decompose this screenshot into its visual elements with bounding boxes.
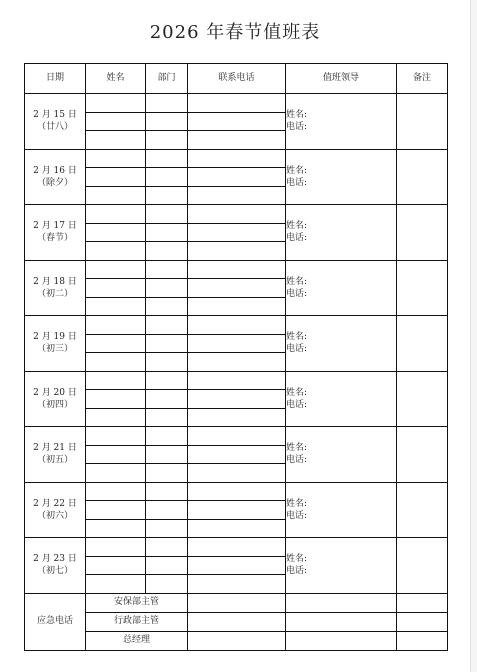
department-cell[interactable] [146, 371, 188, 390]
phone-cell[interactable] [188, 575, 286, 594]
leader-name-label: 姓名: [286, 110, 308, 121]
name-cell[interactable] [86, 445, 146, 464]
table-row [25, 260, 448, 279]
phone-cell[interactable] [188, 131, 286, 150]
lunar-date-text: （初四） [36, 399, 73, 410]
phone-cell[interactable] [188, 408, 286, 427]
duty-leader-cell[interactable] [286, 94, 397, 150]
lunar-date-text: （初二） [36, 288, 73, 299]
header-name: 姓名 [86, 64, 146, 94]
phone-cell[interactable] [188, 94, 286, 113]
table-row [25, 371, 448, 390]
date-text: 2 月 20 日 [33, 387, 77, 398]
remarks-cell[interactable] [397, 427, 448, 483]
duty-leader-cell[interactable] [286, 427, 397, 483]
department-cell[interactable] [146, 427, 188, 446]
duty-table-body [25, 94, 448, 651]
emergency-remarks-cell[interactable] [397, 631, 448, 650]
department-cell[interactable] [146, 334, 188, 353]
name-cell[interactable] [86, 186, 146, 205]
duty-leader-cell[interactable] [286, 482, 397, 538]
phone-cell[interactable] [188, 556, 286, 575]
department-cell[interactable] [146, 390, 188, 409]
phone-cell[interactable] [188, 223, 286, 242]
lunar-date-text: （初七） [36, 566, 73, 577]
name-cell[interactable] [86, 390, 146, 409]
phone-cell[interactable] [188, 390, 286, 409]
department-cell[interactable] [146, 316, 188, 335]
name-cell[interactable] [86, 168, 146, 187]
department-cell[interactable] [146, 149, 188, 168]
leader-name-label: 姓名: [286, 332, 308, 343]
duty-table [24, 63, 448, 651]
emergency-role: 行政部主管 [86, 612, 188, 631]
table-row [25, 538, 448, 557]
name-cell[interactable] [86, 205, 146, 224]
phone-cell[interactable] [188, 353, 286, 372]
emergency-remarks-cell[interactable] [397, 593, 448, 612]
phone-cell[interactable] [188, 205, 286, 224]
leader-phone-label: 电话: [286, 344, 308, 355]
date-text: 2 月 16 日 [33, 165, 77, 176]
date-cell [25, 94, 86, 150]
phone-cell[interactable] [188, 260, 286, 279]
name-cell[interactable] [86, 223, 146, 242]
date-text: 2 月 23 日 [33, 554, 77, 565]
emergency-phone-cell[interactable] [188, 631, 286, 650]
remarks-cell[interactable] [397, 205, 448, 261]
name-cell[interactable] [86, 260, 146, 279]
table-row [25, 94, 448, 113]
phone-cell[interactable] [188, 316, 286, 335]
table-row [25, 316, 448, 335]
table-row [25, 205, 448, 224]
department-cell[interactable] [146, 168, 188, 187]
date-text: 2 月 18 日 [33, 276, 77, 287]
name-cell[interactable] [86, 316, 146, 335]
header-duty-leader: 值班领导 [286, 64, 397, 94]
leader-name-label: 姓名: [286, 443, 308, 454]
remarks-cell[interactable] [397, 371, 448, 427]
name-cell[interactable] [86, 297, 146, 316]
leader-phone-label: 电话: [286, 399, 308, 410]
leader-name-label: 姓名: [286, 387, 308, 398]
phone-cell[interactable] [188, 168, 286, 187]
remarks-cell[interactable] [397, 538, 448, 594]
header-date: 日期 [25, 64, 86, 94]
emergency-row [25, 631, 448, 650]
department-cell[interactable] [146, 297, 188, 316]
duty-leader-cell[interactable] [286, 538, 397, 594]
phone-cell[interactable] [188, 279, 286, 298]
remarks-cell[interactable] [397, 316, 448, 372]
header-department: 部门 [146, 64, 188, 94]
emergency-role: 安保部主管 [86, 593, 188, 612]
date-cell [25, 371, 86, 427]
lunar-date-text: （初六） [36, 510, 73, 521]
date-text: 2 月 19 日 [33, 332, 77, 343]
emergency-phone-cell[interactable] [188, 593, 286, 612]
emergency-role: 总经理 [86, 631, 188, 650]
phone-cell[interactable] [188, 501, 286, 520]
name-cell[interactable] [86, 501, 146, 520]
phone-cell[interactable] [188, 445, 286, 464]
emergency-label: 应急电话 [25, 593, 86, 650]
lunar-date-text: （初五） [36, 455, 73, 466]
date-text: 2 月 17 日 [33, 221, 77, 232]
table-row [25, 149, 448, 168]
department-cell[interactable] [146, 112, 188, 131]
leader-name-label: 姓名: [286, 554, 308, 565]
name-cell[interactable] [86, 464, 146, 483]
department-cell[interactable] [146, 94, 188, 113]
name-cell[interactable] [86, 334, 146, 353]
name-cell[interactable] [86, 94, 146, 113]
leader-name-label: 姓名: [286, 498, 308, 509]
department-cell[interactable] [146, 242, 188, 261]
department-cell[interactable] [146, 205, 188, 224]
phone-cell[interactable] [188, 186, 286, 205]
name-cell[interactable] [86, 371, 146, 390]
duty-leader-cell[interactable] [286, 205, 397, 261]
emergency-leader-cell[interactable] [286, 631, 397, 650]
duty-leader-cell[interactable] [286, 371, 397, 427]
department-cell[interactable] [146, 556, 188, 575]
emergency-leader-cell[interactable] [286, 593, 397, 612]
department-cell[interactable] [146, 464, 188, 483]
phone-cell[interactable] [188, 464, 286, 483]
emergency-row [25, 612, 448, 631]
phone-cell[interactable] [188, 538, 286, 557]
lunar-date-text: （除夕） [36, 177, 73, 188]
phone-cell[interactable] [188, 427, 286, 446]
table-row [25, 427, 448, 446]
phone-cell[interactable] [188, 149, 286, 168]
phone-cell[interactable] [188, 519, 286, 538]
department-cell[interactable] [146, 353, 188, 372]
header-phone: 联系电话 [188, 64, 286, 94]
leader-phone-label: 电话: [286, 288, 308, 299]
date-cell [25, 205, 86, 261]
department-cell[interactable] [146, 538, 188, 557]
leader-name-label: 姓名: [286, 165, 308, 176]
department-cell[interactable] [146, 501, 188, 520]
department-cell[interactable] [146, 131, 188, 150]
department-cell[interactable] [146, 519, 188, 538]
lunar-date-text: （初三） [36, 344, 73, 355]
date-cell [25, 149, 86, 205]
name-cell[interactable] [86, 427, 146, 446]
name-cell[interactable] [86, 131, 146, 150]
name-cell[interactable] [86, 279, 146, 298]
leader-phone-label: 电话: [286, 177, 308, 188]
leader-phone-label: 电话: [286, 122, 308, 133]
department-cell[interactable] [146, 223, 188, 242]
header-remarks: 备注 [397, 64, 448, 94]
date-cell [25, 482, 86, 538]
emergency-phone-cell[interactable] [188, 612, 286, 631]
date-cell [25, 316, 86, 372]
remarks-cell[interactable] [397, 482, 448, 538]
date-text: 2 月 22 日 [33, 498, 77, 509]
emergency-leader-cell[interactable] [286, 612, 397, 631]
department-cell[interactable] [146, 279, 188, 298]
date-cell [25, 427, 86, 483]
duty-leader-cell[interactable] [286, 149, 397, 205]
name-cell[interactable] [86, 149, 146, 168]
leader-phone-label: 电话: [286, 233, 308, 244]
department-cell[interactable] [146, 482, 188, 501]
name-cell[interactable] [86, 575, 146, 594]
name-cell[interactable] [86, 556, 146, 575]
department-cell[interactable] [146, 575, 188, 594]
phone-cell[interactable] [188, 297, 286, 316]
name-cell[interactable] [86, 242, 146, 261]
leader-name-label: 姓名: [286, 221, 308, 232]
remarks-cell[interactable] [397, 149, 448, 205]
name-cell[interactable] [86, 408, 146, 427]
department-cell[interactable] [146, 408, 188, 427]
phone-cell[interactable] [188, 242, 286, 261]
leader-phone-label: 电话: [286, 510, 308, 521]
leader-phone-label: 电话: [286, 455, 308, 466]
phone-cell[interactable] [188, 371, 286, 390]
phone-cell[interactable] [188, 334, 286, 353]
remarks-cell[interactable] [397, 260, 448, 316]
duty-leader-cell[interactable] [286, 260, 397, 316]
date-cell [25, 260, 86, 316]
name-cell[interactable] [86, 538, 146, 557]
phone-cell[interactable] [188, 112, 286, 131]
leader-phone-label: 电话: [286, 566, 308, 577]
name-cell[interactable] [86, 519, 146, 538]
duty-leader-cell[interactable] [286, 316, 397, 372]
emergency-remarks-cell[interactable] [397, 612, 448, 631]
date-text: 2 月 15 日 [33, 110, 77, 121]
document-title: 2026 年春节值班表 [149, 22, 321, 43]
remarks-cell[interactable] [397, 94, 448, 150]
phone-cell[interactable] [188, 482, 286, 501]
header-row [25, 64, 448, 94]
date-cell [25, 538, 86, 594]
lunar-date-text: （廿八） [36, 122, 73, 133]
date-text: 2 月 21 日 [33, 443, 77, 454]
department-cell[interactable] [146, 445, 188, 464]
department-cell[interactable] [146, 260, 188, 279]
department-cell[interactable] [146, 186, 188, 205]
emergency-row [25, 593, 448, 612]
leader-name-label: 姓名: [286, 276, 308, 287]
name-cell[interactable] [86, 482, 146, 501]
table-row [25, 482, 448, 501]
name-cell[interactable] [86, 112, 146, 131]
lunar-date-text: （春节） [36, 233, 73, 244]
name-cell[interactable] [86, 353, 146, 372]
